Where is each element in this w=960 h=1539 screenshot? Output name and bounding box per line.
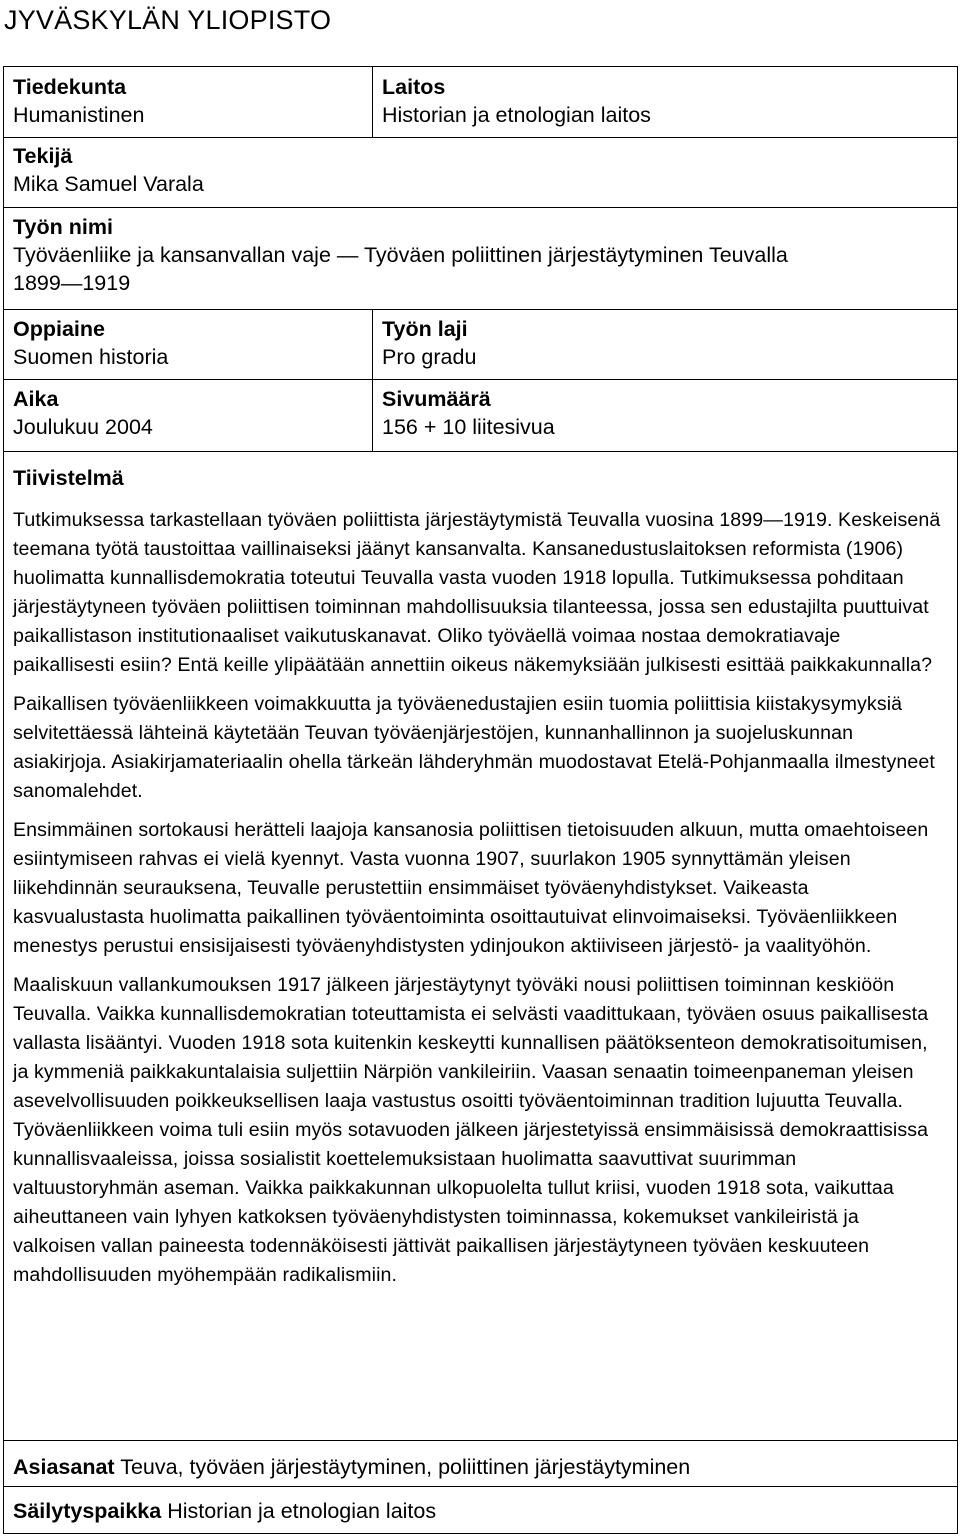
storage-field: [13, 1497, 436, 1525]
abstract-paragraph: Tutkimuksessa tarkastellaan työväen poliittista järjestäytymistä Teuvalla vuosina 1899—1919. Keskeisenä teemana työtä taustoittaa vaillinaiseksi jäänyt kansanvalta. Kansanedustuslaitoksen reformista (1906) huolimatta kunnallisdemokratia toteutui Teuvalla vasta vuoden 1918 lopulla. Tutkimuksessa pohditaan järjestäytyneen työväen poliittisen toiminnan mahdollisuuksia tilanteessa, jossa sen edustajilta puuttuivat paikallistason institutionaaliset vaikutuskanavat. Oliko työväellä voimaa nostaa demokratiavaje paikallisesti esiin? Entä keille ylipäätään annettiin oikeus näkemyksiään julkisesti esittää paikkakunnalla?: [13, 509, 941, 676]
date-label: Aika: [13, 387, 59, 411]
faculty-field: [13, 73, 144, 129]
date-field: [13, 385, 153, 441]
divider: [4, 1440, 957, 1441]
divider: [4, 451, 957, 452]
divider: [4, 309, 957, 310]
abstract-heading: [13, 464, 124, 492]
abstract-body: [13, 506, 943, 1300]
pages-field: [382, 385, 555, 441]
keywords-label: Asiasanat: [13, 1455, 115, 1479]
divider: [372, 67, 373, 137]
author-field: [13, 142, 204, 198]
abstract-label: Tiivistelmä: [13, 466, 124, 490]
divider: [372, 309, 373, 451]
divider: [4, 137, 957, 138]
work-type-field: [382, 315, 476, 371]
department-label: Laitos: [382, 75, 446, 99]
abstract-paragraph: Maaliskuun vallankumouksen 1917 jälkeen järjestäytynyt työväki nousi poliittisen toiminnan keskiöön Teuvalla. Vaikka kunnallisdemokratian toteuttamista ei selvästi vaadittukaan, työväen osuus paikallisesta vallasta lisääntyi. Vuoden 1918 sota kuitenkin keskeytti kunnallisen päätöksenteon demokratisoitumisen, ja kymmeniä paikkakuntalaisia suljettiin Närpiön vankileiriin. Vaasan senaatin toimeenpaneman yleisen asevelvollisuuden poikkeuksellisen laaja vastustus osoitti työväentoiminnan tradition lujuutta Teuvalla. Työväenliikkeen voima tuli esiin myös sotavuoden jälkeen järjestetyissä ensimmäisissä demokraattisissa kunnallisvaaleissa, joissa sosialistit koettelemuksistaan huolimatta saavuttivat suurimman valtuustoryhmän aseman. Vaikka paikkakunnan ulkopuolelta tullut kriisi, vuoden 1918 sota, vaikuttaa aiheuttaneen vain lyhyen katkoksen työväenyhdistysten toiminnassa, kokemukset vankileiristä ja valkoisen vallan paineesta todennäköisesti jättivät paikallisen järjestäytyneen työväen keskuuteen mahdollisuuden myöhempään radikalismiin.: [13, 974, 929, 1286]
abstract-form: [3, 66, 958, 1534]
date-value: Joulukuu 2004: [13, 415, 153, 439]
work-type-label: Työn laji: [382, 317, 468, 341]
pages-label: Sivumäärä: [382, 387, 491, 411]
subject-label: Oppiaine: [13, 317, 105, 341]
title-value: Työväenliike ja kansanvallan vaje — Työväen poliittinen järjestäytyminen Teuvalla 1899—1919: [13, 243, 788, 295]
department-value: Historian ja etnologian laitos: [382, 103, 651, 127]
keywords-field: [13, 1453, 690, 1481]
divider: [4, 379, 957, 380]
university-name: JYVÄSKYLÄN YLIOPISTO: [4, 5, 332, 35]
author-value: Mika Samuel Varala: [13, 172, 204, 196]
subject-value: Suomen historia: [13, 345, 169, 369]
title-label: Työn nimi: [13, 215, 113, 239]
divider: [4, 207, 957, 208]
keywords-value: Teuva, työväen järjestäytyminen, poliittinen järjestäytyminen: [120, 1455, 691, 1479]
divider: [4, 1486, 957, 1487]
title-field: [13, 213, 943, 297]
storage-value: Historian ja etnologian laitos: [167, 1499, 437, 1523]
department-field: [382, 73, 651, 129]
author-label: Tekijä: [13, 144, 73, 168]
work-type-value: Pro gradu: [382, 345, 477, 369]
abstract-paragraph: Paikallisen työväenliikkeen voimakkuutta ja työväenedustajien esiin tuomia poliittisia kiistakysymyksiä selvitettäessä lähteinä käytetään Teuvan työväenjärjestöjen, kunnanhallinnon ja suojeluskunnan asiakirjoja. Asiakirjamateriaalin ohella tärkeän lähderyhmän muodostavat Etelä-Pohjanmaalla ilmestyneet sanomalehdet.: [13, 693, 935, 802]
pages-value: 156 + 10 liitesivua: [382, 415, 555, 439]
storage-label: Säilytyspaikka: [13, 1499, 162, 1523]
faculty-value: Humanistinen: [13, 103, 145, 127]
subject-field: [13, 315, 168, 371]
abstract-paragraph: Ensimmäinen sortokausi herätteli laajoja kansanosia poliittisen tietoisuuden alkuun, mutta omaehtoiseen esiintymiseen rahvas ei vielä kyennyt. Vasta vuonna 1907, suurlakon 1905 synnyttämän yleisen liikehdinnän seurauksena, Teuvalle perustettiin ensimmäiset työväenyhdistykset. Vaikeasta kasvualustasta huolimatta paikallinen työväentoiminta osoittautuivat elinvoimaiseksi. Työväenliikkeen menestys perustui ensisijaisesti työväenyhdistysten ydinjoukon aktiiviseen järjestö- ja vaalityöhön.: [13, 819, 929, 957]
faculty-label: Tiedekunta: [13, 75, 127, 99]
